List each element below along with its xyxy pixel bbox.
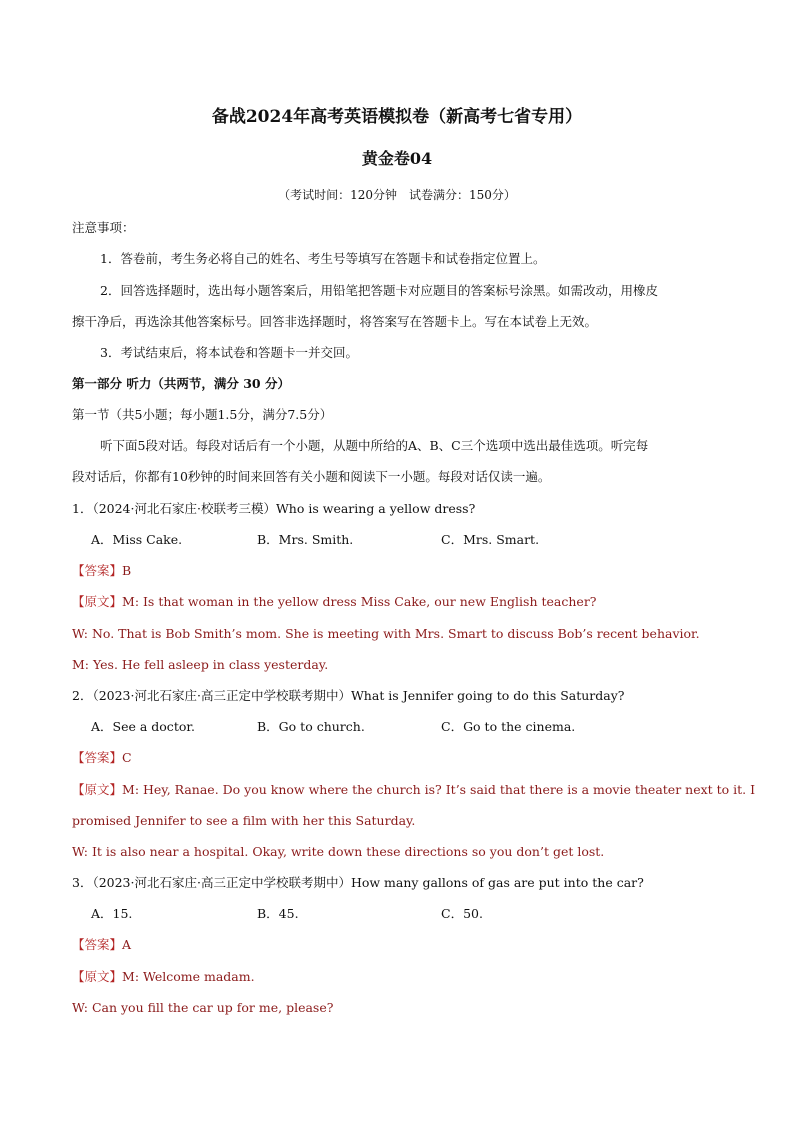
instructions-line-2: 段对话后，你都有10秒钟的时间来回答有关小题和阅读下一小题。每段对话仅读一遍。 (72, 469, 551, 484)
section1-heading: 第一节（共5小题；每小题1.5分，满分7.5分） (72, 407, 333, 422)
question-3-transcript-2: W: Can you fill the car up for me, please? (72, 1000, 334, 1015)
answer-label: 【答案】 (72, 563, 123, 578)
part1-heading: 第一部分 听力（共两节，满分 30 分） (72, 376, 290, 391)
transcript-text: M: Hey, Ranae. Do you know where the church is? It’s said that there is a movie theater next to it. I (122, 782, 756, 797)
answer-label: 【答案】 (72, 937, 123, 952)
question-1-transcript-3: M: Yes. He fell asleep in class yesterday. (72, 657, 329, 672)
notice-heading: 注意事项： (72, 220, 135, 235)
question-2-transcript-2: promised Jennifer to see a film with her this Saturday. (72, 813, 416, 828)
transcript-label: 【原文】 (72, 782, 123, 797)
question-2-option-c: C．Go to the cinema. (441, 719, 576, 734)
page-title: 备战2024年高考英语模拟卷（新高考七省专用） (211, 107, 583, 127)
instructions-line-1: 听下面5段对话。每段对话后有一个小题，从题中所给的A、B、C三个选项中选出最佳选项。听完每 (100, 438, 649, 453)
question-1-option-c: C．Mrs. Smart. (441, 532, 540, 547)
notice-item-2-line-1: 2．回答选择题时，选出每小题答案后，用铅笔把答题卡对应题目的答案标号涂黑。如需改动，用橡皮 (100, 283, 658, 298)
answer-value: B (122, 563, 132, 578)
transcript-text: M: Welcome madam. (122, 969, 255, 984)
question-3-option-c: C．50. (441, 906, 483, 921)
question-1-option-b: B．Mrs. Smith. (257, 532, 354, 547)
notice-item-1: 1．答卷前，考生务必将自己的姓名、考生号等填写在答题卡和试卷指定位置上。 (100, 251, 546, 266)
question-3-option-b: B．45. (257, 906, 299, 921)
exam-info: （考试时间：120分钟 试卷满分：150分） (278, 188, 516, 202)
question-2-option-a: A．See a doctor. (91, 719, 195, 734)
question-3-transcript-1 (72, 967, 734, 987)
question-2-option-b: B．Go to church. (257, 719, 365, 734)
question-1-transcript-2: W: No. That is Bob Smith’s mom. She is meeting with Mrs. Smart to discuss Bob’s recent behavior. (72, 626, 700, 641)
question-2-transcript-1 (72, 780, 756, 800)
page-subtitle: 黄金卷04 (361, 149, 433, 168)
notice-item-3: 3．考试结束后，将本试卷和答题卡一并交回。 (100, 345, 358, 360)
question-3-option-a: A．15. (91, 906, 133, 921)
answer-label: 【答案】 (72, 750, 123, 765)
question-2-stem: 2．（2023·河北石家庄·高三正定中学校联考期中）What is Jennifer going to do this Saturday? (72, 688, 625, 703)
question-3-stem: 3．（2023·河北石家庄·高三正定中学校联考期中）How many gallons of gas are put into the car? (72, 875, 644, 890)
notice-item-2-line-2: 擦干净后，再选涂其他答案标号。回答非选择题时，将答案写在答题卡上。写在本试卷上无效。 (72, 314, 598, 329)
transcript-text: M: Is that woman in the yellow dress Miss Cake, our new English teacher? (122, 594, 597, 609)
question-2-answer (72, 748, 734, 768)
question-1-option-a: A．Miss Cake. (91, 532, 183, 547)
question-2-transcript-3: W: It is also near a hospital. Okay, write down these directions so you don’t get lost. (72, 844, 605, 859)
answer-value: C (122, 750, 132, 765)
transcript-label: 【原文】 (72, 969, 123, 984)
question-3-answer (72, 935, 734, 955)
transcript-label: 【原文】 (72, 594, 123, 609)
answer-value: A (122, 937, 132, 952)
question-1-stem: 1．（2024·河北石家庄·校联考三模）Who is wearing a yellow dress? (72, 501, 476, 516)
question-1-answer (72, 561, 734, 581)
question-1-transcript-1 (72, 592, 734, 612)
